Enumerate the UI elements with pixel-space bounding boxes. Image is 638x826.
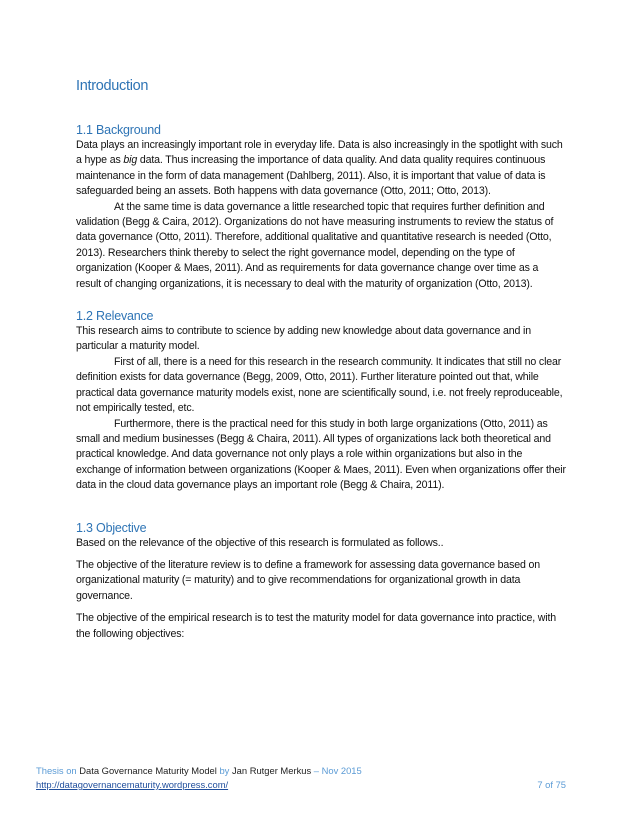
footer-link[interactable]: http://datagovernancematurity.wordpress.com/ <box>36 779 229 790</box>
paragraph-text: Data plays an increasingly important role in everyday life. Data is also increasingly in the spotlight with such a hype as <box>76 139 563 167</box>
paragraph: The objective of the empirical research is to test the maturity model for data governance into practice, with the following objectives: <box>76 612 557 640</box>
paragraph: At the same time is data governance a little researched topic that requires further definition and validation (Begg & Caira, 2012). Organizations do not have measuring instruments to review the status of data governance (Otto, 2011). Therefore, additional qualitative and quantitative research is needed (Otto, 2013). Researchers think thereby to select the right governance model, depending on the type of organization (Kooper & Maes, 2011). And as requirements for data governance change over time as a result of changing organizations, it is necessary to deal with the maturity of organization (Otto, 2013). <box>76 200 554 290</box>
footer-credit <box>36 764 566 778</box>
emphasis-text: big <box>123 154 138 167</box>
paragraph: The objective of the literature review is to define a framework for assessing data governance based on organizational maturity (= maturity) and to give recommendations for organizational growth in data governance. <box>76 558 541 602</box>
footer-date: – Nov 2015 <box>313 765 362 776</box>
paragraph <box>76 138 566 200</box>
paragraph: This research aims to contribute to science by adding new knowledge about data governance and in particular a maturity model. <box>76 325 531 353</box>
page-number: 7 of 75 <box>537 779 566 790</box>
footer-thesis-title: Data Governance Maturity Model <box>79 765 217 776</box>
page-body <box>76 70 566 642</box>
paragraph: Based on the relevance of the objective of this research is formulated as follows.. <box>76 536 444 549</box>
page-footer <box>36 764 566 792</box>
paragraph: Furthermore, there is the practical need for this study in both large organizations (Otto, 2011) as small and medium businesses (Begg & Chaira, 2011). All types of organizations lack both theoretical and practical knowledge. And data governance not only plays a role within organizations but also in the exchange of information between organizations (Kooper & Maes, 2011). Even when organizations offer their data in the cloud data governance plays an important role (Begg & Chaira, 2011). <box>76 417 566 492</box>
section-heading-objective: 1.3 Objective <box>76 520 147 535</box>
paragraph: First of all, there is a need for this research in the research community. It indicates that still no clear definition exists for data governance (Begg, 2009, Otto, 2011). Further literature pointed out that, while practical data governance maturity models exist, none are scientifically sound, i.e. not freely reproduceable, not empirically tested, etc. <box>76 355 563 415</box>
section-heading-background: 1.1 Background <box>76 123 161 137</box>
page-title: Introduction <box>76 78 149 94</box>
footer-text: by <box>219 765 230 776</box>
section-heading-relevance: 1.2 Relevance <box>76 309 154 324</box>
footer-text: Thesis on <box>36 765 77 776</box>
paragraph-text: data. Thus increasing the importance of data quality. And data quality requires continuous maintenance in the form of data management (Dahlberg, 2011). Also, it is important that value of data is safeguarded being an assets. Both happens with data governance (Otto, 2011; Otto, 2013). <box>76 154 546 198</box>
footer-author: Jan Rutger Merkus <box>231 765 312 776</box>
